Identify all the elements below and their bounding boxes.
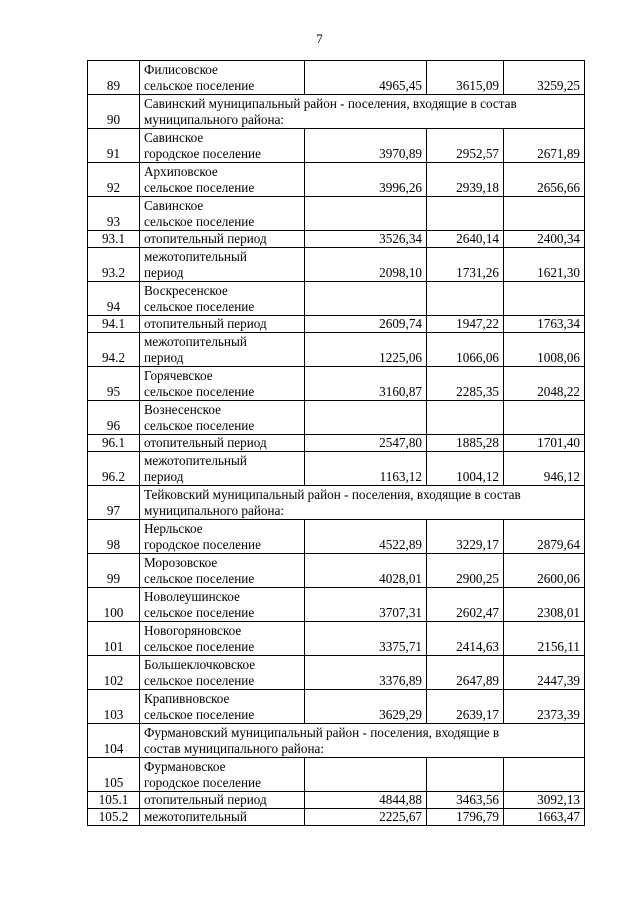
district-heading-line: Фурмановский муниципальный район - поселения, входящие в: [144, 725, 500, 740]
settlement-name: [140, 282, 305, 316]
settlement-name: [140, 520, 305, 554]
settlement-name-line: отопительный период: [144, 792, 267, 807]
row-number: 100: [88, 588, 140, 622]
value-cell-2: 1796,79: [427, 809, 504, 826]
tariff-table-body: [88, 61, 585, 826]
value-cell-1: 4844,88: [305, 792, 427, 809]
value-cell-1: 2547,80: [305, 435, 427, 452]
table-row: [88, 197, 585, 231]
row-number: 91: [88, 129, 140, 163]
value-cell-1: 3629,29: [305, 690, 427, 724]
row-number: 93.1: [88, 231, 140, 248]
settlement-name-line: Савинское: [144, 198, 204, 213]
table-row: [88, 452, 585, 486]
value-cell-1: 2098,10: [305, 248, 427, 282]
row-number: 103: [88, 690, 140, 724]
table-row: [88, 486, 585, 520]
row-number: 96.1: [88, 435, 140, 452]
value-cell-2: 1004,12: [427, 452, 504, 486]
settlement-name: [140, 758, 305, 792]
value-cell-1: 3526,34: [305, 231, 427, 248]
settlement-name: [140, 690, 305, 724]
settlement-name-line: сельское поселение: [144, 673, 255, 688]
district-heading-line: муниципального района:: [144, 503, 285, 518]
value-cell-2: 2939,18: [427, 163, 504, 197]
settlement-name: [140, 554, 305, 588]
settlement-name-line: отопительный период: [144, 231, 267, 246]
value-cell-3: 3092,13: [504, 792, 585, 809]
row-number: 105: [88, 758, 140, 792]
row-number: 94.1: [88, 316, 140, 333]
value-cell-1: 3160,87: [305, 367, 427, 401]
value-cell-2: 3229,17: [427, 520, 504, 554]
settlement-name: [140, 809, 305, 826]
table-row: [88, 588, 585, 622]
value-cell-3: 1701,40: [504, 435, 585, 452]
table-row: [88, 282, 585, 316]
table-row: [88, 758, 585, 792]
settlement-name-line: сельское поселение: [144, 180, 255, 195]
table-row: [88, 724, 585, 758]
value-cell-3: 2656,66: [504, 163, 585, 197]
settlement-name: [140, 231, 305, 248]
settlement-name-line: сельское поселение: [144, 78, 255, 93]
value-cell-2: [427, 197, 504, 231]
row-number: 102: [88, 656, 140, 690]
value-cell-2: 2647,89: [427, 656, 504, 690]
value-cell-3: [504, 401, 585, 435]
settlement-name: [140, 163, 305, 197]
settlement-name-line: Фурмановское: [144, 759, 226, 774]
value-cell-2: 1731,26: [427, 248, 504, 282]
row-number: 90: [88, 95, 140, 129]
settlement-name-line: сельское поселение: [144, 605, 255, 620]
value-cell-3: 2308,01: [504, 588, 585, 622]
value-cell-1: 3996,26: [305, 163, 427, 197]
value-cell-2: [427, 282, 504, 316]
value-cell-3: 1663,47: [504, 809, 585, 826]
settlement-name-line: Воскресенское: [144, 283, 228, 298]
district-heading-line: состав муниципального района:: [144, 741, 325, 756]
settlement-name: [140, 622, 305, 656]
row-number: 93.2: [88, 248, 140, 282]
row-number: 101: [88, 622, 140, 656]
settlement-name: [140, 316, 305, 333]
settlement-name: [140, 61, 305, 95]
district-heading-line: Савинский муниципальный район - поселения, входящие в состав: [144, 96, 517, 111]
settlement-name-line: городское поселение: [144, 775, 261, 790]
row-number: 105.1: [88, 792, 140, 809]
value-cell-1: 4028,01: [305, 554, 427, 588]
table-row: [88, 316, 585, 333]
table-row: [88, 248, 585, 282]
value-cell-2: 2414,63: [427, 622, 504, 656]
settlement-name-line: Новогоряновское: [144, 623, 242, 638]
value-cell-1: 4965,45: [305, 61, 427, 95]
settlement-name-line: Нерльское: [144, 521, 203, 536]
table-row: [88, 129, 585, 163]
table-row: [88, 367, 585, 401]
settlement-name-line: межотопительный: [144, 249, 247, 264]
table-row: [88, 520, 585, 554]
table-row: [88, 792, 585, 809]
value-cell-3: [504, 758, 585, 792]
value-cell-1: 1225,06: [305, 333, 427, 367]
settlement-name-line: отопительный период: [144, 435, 267, 450]
settlement-name: [140, 452, 305, 486]
settlement-name-line: Филисовское: [144, 62, 218, 77]
settlement-name-line: Крапивновское: [144, 691, 230, 706]
row-number: 98: [88, 520, 140, 554]
settlement-name-line: Вознесенское: [144, 402, 221, 417]
value-cell-2: 3463,56: [427, 792, 504, 809]
settlement-name: [140, 792, 305, 809]
settlement-name-line: сельское поселение: [144, 214, 255, 229]
value-cell-3: 3259,25: [504, 61, 585, 95]
value-cell-3: 2879,64: [504, 520, 585, 554]
table-row: [88, 401, 585, 435]
settlement-name-line: городское поселение: [144, 537, 261, 552]
district-heading: [140, 486, 585, 520]
value-cell-2: 2952,57: [427, 129, 504, 163]
value-cell-2: 2639,17: [427, 690, 504, 724]
value-cell-2: 2602,47: [427, 588, 504, 622]
value-cell-2: 2640,14: [427, 231, 504, 248]
settlement-name: [140, 588, 305, 622]
table-row: [88, 163, 585, 197]
row-number: 92: [88, 163, 140, 197]
settlement-name-line: сельское поселение: [144, 639, 255, 654]
value-cell-2: 1066,06: [427, 333, 504, 367]
settlement-name-line: период: [144, 469, 184, 484]
district-heading: [140, 724, 585, 758]
row-number: 99: [88, 554, 140, 588]
table-row: [88, 333, 585, 367]
settlement-name-line: Большеклочковское: [144, 657, 256, 672]
settlement-name: [140, 656, 305, 690]
row-number: 89: [88, 61, 140, 95]
table-row: [88, 61, 585, 95]
settlement-name-line: межотопительный: [144, 453, 247, 468]
value-cell-2: 3615,09: [427, 61, 504, 95]
settlement-name-line: Горячевское: [144, 368, 213, 383]
value-cell-3: 2447,39: [504, 656, 585, 690]
value-cell-3: 1621,30: [504, 248, 585, 282]
district-heading-line: муниципального района:: [144, 112, 285, 127]
table-row: [88, 435, 585, 452]
value-cell-2: [427, 401, 504, 435]
table-row: [88, 554, 585, 588]
value-cell-2: [427, 758, 504, 792]
value-cell-1: 3707,31: [305, 588, 427, 622]
settlement-name-line: Морозовское: [144, 555, 218, 570]
value-cell-1: 2609,74: [305, 316, 427, 333]
row-number: 105.2: [88, 809, 140, 826]
settlement-name-line: сельское поселение: [144, 707, 255, 722]
row-number: 93: [88, 197, 140, 231]
table-row: [88, 95, 585, 129]
value-cell-3: 2156,11: [504, 622, 585, 656]
value-cell-1: [305, 282, 427, 316]
settlement-name-line: сельское поселение: [144, 571, 255, 586]
settlement-name-line: межотопительный: [144, 809, 247, 824]
settlement-name-line: Архиповское: [144, 164, 218, 179]
row-number: 94: [88, 282, 140, 316]
value-cell-1: 3970,89: [305, 129, 427, 163]
row-number: 96.2: [88, 452, 140, 486]
settlement-name-line: межотопительный: [144, 334, 247, 349]
value-cell-2: 1885,28: [427, 435, 504, 452]
value-cell-1: 2225,67: [305, 809, 427, 826]
settlement-name-line: сельское поселение: [144, 299, 255, 314]
settlement-name-line: Новолеушинское: [144, 589, 240, 604]
district-heading-line: Тейковский муниципальный район - поселения, входящие в состав: [144, 487, 521, 502]
row-number: 94.2: [88, 333, 140, 367]
settlement-name-line: Савинское: [144, 130, 204, 145]
value-cell-3: 2373,39: [504, 690, 585, 724]
value-cell-3: [504, 282, 585, 316]
value-cell-1: 3375,71: [305, 622, 427, 656]
value-cell-3: 946,12: [504, 452, 585, 486]
settlement-name: [140, 367, 305, 401]
row-number: 96: [88, 401, 140, 435]
value-cell-1: 1163,12: [305, 452, 427, 486]
settlement-name-line: период: [144, 265, 184, 280]
table-row: [88, 809, 585, 826]
value-cell-1: 3376,89: [305, 656, 427, 690]
value-cell-3: 1763,34: [504, 316, 585, 333]
settlement-name-line: городское поселение: [144, 146, 261, 161]
value-cell-2: 2285,35: [427, 367, 504, 401]
row-number: 97: [88, 486, 140, 520]
value-cell-1: 4522,89: [305, 520, 427, 554]
value-cell-1: [305, 197, 427, 231]
settlement-name-line: сельское поселение: [144, 384, 255, 399]
settlement-name: [140, 248, 305, 282]
settlement-name-line: отопительный период: [144, 316, 267, 331]
value-cell-1: [305, 758, 427, 792]
value-cell-3: [504, 197, 585, 231]
table-row: [88, 690, 585, 724]
table-row: [88, 622, 585, 656]
settlement-name: [140, 197, 305, 231]
value-cell-2: 1947,22: [427, 316, 504, 333]
value-cell-3: 2671,89: [504, 129, 585, 163]
table-row: [88, 656, 585, 690]
settlement-name-line: период: [144, 350, 184, 365]
settlement-name: [140, 401, 305, 435]
tariff-table: [87, 60, 585, 826]
value-cell-3: 2048,22: [504, 367, 585, 401]
settlement-name-line: сельское поселение: [144, 418, 255, 433]
settlement-name: [140, 129, 305, 163]
row-number: 95: [88, 367, 140, 401]
settlement-name: [140, 333, 305, 367]
value-cell-3: 1008,06: [504, 333, 585, 367]
value-cell-3: 2400,34: [504, 231, 585, 248]
row-number: 104: [88, 724, 140, 758]
value-cell-2: 2900,25: [427, 554, 504, 588]
table-row: [88, 231, 585, 248]
value-cell-3: 2600,06: [504, 554, 585, 588]
settlement-name: [140, 435, 305, 452]
value-cell-1: [305, 401, 427, 435]
district-heading: [140, 95, 585, 129]
page-number: 7: [316, 31, 323, 46]
